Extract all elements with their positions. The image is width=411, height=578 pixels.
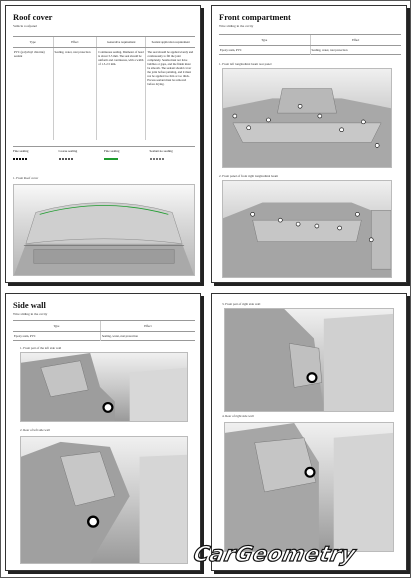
front-left-beam-photo bbox=[222, 68, 392, 168]
right-side-wall-front-photo bbox=[224, 308, 394, 412]
table-cell: Sealing, water, rust protection bbox=[310, 46, 401, 55]
material-table bbox=[219, 34, 401, 55]
page-title: Side wall bbox=[13, 300, 46, 310]
front-left-beam-illustration bbox=[223, 69, 391, 167]
front-right-beam-illustration bbox=[223, 181, 391, 277]
page-title: Front compartment bbox=[219, 12, 291, 22]
table-cell: Continuous sealing. Diameter of bead is about 3-5 mm. The seal should be uniform and continuous, with a width of 1.5-2.5 mm. bbox=[97, 48, 146, 140]
legend-labels bbox=[13, 146, 195, 153]
table-cell: Sealing, water, rust protection bbox=[100, 332, 195, 341]
legend-swatch-green bbox=[104, 158, 118, 160]
left-side-wall-rear-illustration bbox=[21, 437, 187, 563]
legend-swatches bbox=[13, 156, 195, 162]
cargeometry-watermark-logo: CarGeometry bbox=[191, 542, 359, 566]
legend-swatch-coarse bbox=[59, 158, 73, 160]
table-cell: PVC (polyvinyl chloride) sealant bbox=[14, 50, 45, 58]
figure-caption: 4. Rear of right side wall bbox=[222, 414, 254, 418]
left-side-wall-rear-photo bbox=[20, 436, 188, 564]
figure-caption: 1. Front part of the left side wall bbox=[20, 346, 62, 350]
right-side-wall-front-illustration bbox=[225, 309, 393, 411]
front-right-beam-photo bbox=[222, 180, 392, 278]
left-side-wall-front-illustration bbox=[21, 353, 187, 421]
table-header: Type bbox=[13, 37, 53, 48]
material-table bbox=[13, 320, 195, 341]
figure-caption: 2. Rear of left side wall bbox=[20, 428, 50, 432]
table-cell: Epoxy resin, PVC bbox=[220, 48, 242, 52]
figure-caption: 1. Front Roof cover bbox=[13, 176, 39, 180]
page-title: Roof cover bbox=[13, 12, 53, 22]
left-side-wall-front-photo bbox=[20, 352, 188, 422]
table-header: Generative requirement bbox=[97, 37, 146, 48]
table-cell: Sealing, water, rust protection bbox=[53, 48, 97, 140]
table-cell: Epoxy resin, PVC bbox=[14, 334, 36, 338]
legend-label: Fine sealing bbox=[13, 149, 29, 153]
sealant-table bbox=[13, 36, 195, 140]
right-side-wall-rear-illustration bbox=[225, 423, 393, 551]
figure-caption: 2. Front panel of front right longitudinal beam bbox=[219, 174, 278, 178]
page-side-wall bbox=[5, 293, 201, 571]
table-header: Type bbox=[13, 321, 100, 332]
legend-label: Sealant no sealing bbox=[149, 149, 173, 153]
table-cell: The seal should be applied evenly and continuously to fill the joint completely. Seams must not have bubbles or gaps, and the finish must be smooth. The sealant should cover the joint before painting, and it must not be applied too thin or too thick. Excess sealant must be removed before drying. bbox=[146, 48, 195, 140]
table-header: Effect bbox=[310, 35, 401, 46]
roof-cover-photo bbox=[13, 184, 195, 276]
page-subtitle: Wire sliding in the cavity bbox=[13, 312, 48, 316]
roof-panel-illustration bbox=[14, 185, 194, 275]
table-header: Effect bbox=[100, 321, 195, 332]
right-side-wall-rear-photo bbox=[224, 422, 394, 552]
page-front-compartment bbox=[211, 5, 407, 283]
page-subtitle: Vehicle roofpanel bbox=[13, 24, 38, 28]
table-header: Type bbox=[219, 35, 310, 46]
legend-swatch-fine bbox=[13, 158, 27, 160]
table-header: Effect bbox=[53, 37, 97, 48]
figure-caption: 3. Front part of right side wall bbox=[222, 302, 261, 306]
page-subtitle: Wire sliding in the cavity bbox=[219, 24, 254, 28]
legend-label: Fine sealing bbox=[104, 149, 120, 153]
legend-swatch-none bbox=[150, 158, 164, 160]
legend-label: Coarse sealing bbox=[58, 149, 78, 153]
figure-caption: 1. Front left longitudinal beam rear panel bbox=[219, 62, 272, 66]
table-header: Sealant application requirement bbox=[146, 37, 195, 48]
page-roof-cover bbox=[5, 5, 201, 283]
page-right-side-wall bbox=[211, 293, 407, 571]
